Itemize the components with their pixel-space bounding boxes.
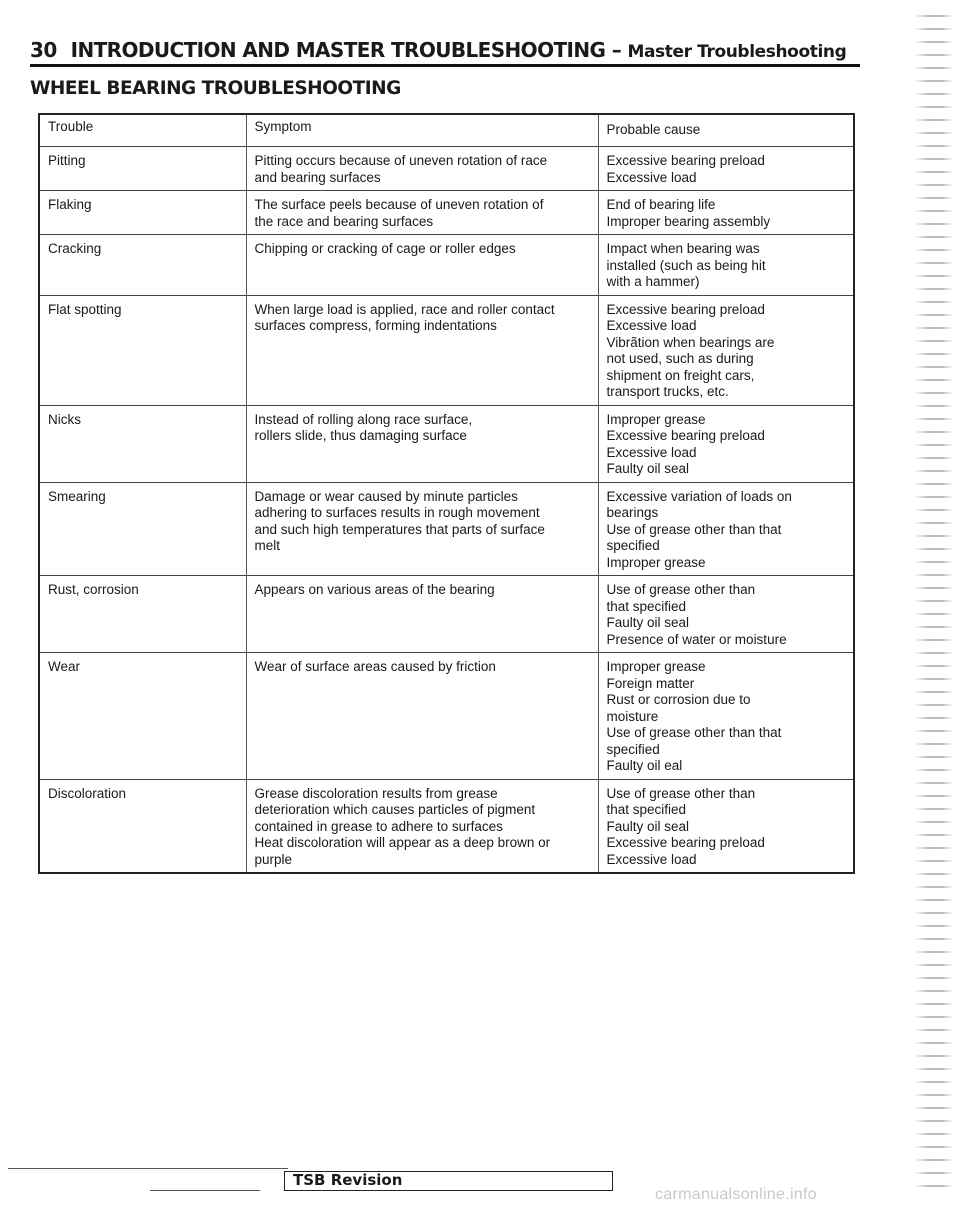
cause-line: Excessive bearing preload [606, 835, 765, 850]
cause-line: specified [606, 538, 660, 553]
cause-line: with a hammer) [606, 274, 700, 289]
cause-line: Excessive load [606, 851, 697, 867]
page-header [30, 38, 860, 62]
tsb-revision-box [284, 1171, 613, 1191]
cause-line: Foreign matter [606, 675, 695, 691]
cause-line: Faulty oil seal [606, 461, 690, 476]
cause-line: bearings [606, 505, 659, 520]
symptom-line: surfaces compress, forming indentations [254, 318, 497, 333]
chapter-subtitle: Master Troubleshooting [627, 42, 847, 62]
symptom-line: Chipping or cracking of cage or roller edges [254, 241, 516, 256]
cause-cell [598, 482, 854, 576]
cause-cell [598, 295, 854, 405]
cause-line: not used, such as during [606, 351, 754, 366]
cause-cell [598, 147, 854, 191]
cause-line: Excessive load [606, 444, 697, 460]
symptom-line: The surface peels because of uneven rotation of [254, 197, 544, 212]
page-number: 30 [30, 38, 57, 62]
symptom-cell [246, 147, 598, 191]
cause-line: Excessive load [606, 169, 697, 185]
table-row [39, 653, 854, 780]
cause-line: Faulty oil seal [606, 615, 690, 630]
symptom-line: When large load is applied, race and roller contact [254, 301, 555, 317]
cause-cell [598, 653, 854, 780]
symptom-line: Wear of surface areas caused by friction [254, 659, 496, 674]
trouble-cell: Pitting [39, 147, 246, 191]
cause-cell [598, 779, 854, 873]
table-row [39, 147, 854, 191]
cause-line: transport trucks, etc. [606, 384, 729, 399]
cause-line: Impact when bearing was [606, 241, 760, 256]
cause-cell [598, 576, 854, 653]
cause-line: Excessive variation of loads on [606, 488, 792, 504]
cause-line: Use of grease other than that [606, 725, 782, 740]
trouble-cell: Rust, corrosion [39, 576, 246, 653]
cause-line: installed (such as being hit [606, 257, 766, 273]
header-rule [30, 64, 860, 67]
cause-line: moisture [606, 708, 659, 724]
symptom-cell [246, 191, 598, 235]
table-row [39, 779, 854, 873]
header-trouble: Trouble [39, 114, 246, 147]
trouble-cell: Smearing [39, 482, 246, 576]
cause-line: Excessive bearing preload [606, 301, 765, 317]
symptom-line: Appears on various areas of the bearing [254, 582, 495, 597]
cause-line: Improper grease [606, 554, 706, 570]
header-probable-cause: Probable cause [598, 114, 854, 147]
symptom-line: and such high temperatures that parts of surface [254, 521, 545, 537]
table-row [39, 482, 854, 576]
symptom-line: and bearing surfaces [254, 169, 381, 185]
cause-line: specified [606, 741, 660, 757]
cause-line: Presence of water or moisture [606, 631, 787, 647]
cause-line: Faulty oil seal [606, 818, 690, 834]
cause-cell [598, 405, 854, 482]
cause-line: Vibrãtion when bearings are [606, 334, 775, 350]
symptom-line: rollers slide, thus damaging surface [254, 428, 467, 443]
cause-line: Improper grease [606, 659, 706, 674]
symptom-cell [246, 576, 598, 653]
trouble-cell: Flat spotting [39, 295, 246, 405]
chapter-title: INTRODUCTION AND MASTER TROUBLESHOOTING [70, 38, 606, 62]
cause-line: that specified [606, 598, 687, 614]
table-body [39, 114, 854, 873]
symptom-line: adhering to surfaces results in rough movement [254, 505, 540, 520]
cause-line: Improper bearing assembly [606, 213, 771, 229]
symptom-cell [246, 405, 598, 482]
table-row [39, 295, 854, 405]
trouble-cell: Wear [39, 653, 246, 780]
header-symptom: Symptom [246, 114, 598, 147]
trouble-cell: Nicks [39, 405, 246, 482]
watermark: carmanualsonline.info [655, 1186, 817, 1203]
cause-line: that specified [606, 802, 687, 817]
footer-rule-left [8, 1168, 288, 1169]
cause-line: shipment on freight cars, [606, 367, 755, 383]
table-row [39, 576, 854, 653]
symptom-cell [246, 482, 598, 576]
troubleshooting-table [38, 113, 855, 874]
table-row [39, 405, 854, 482]
trouble-cell: Discoloration [39, 779, 246, 873]
symptom-line: purple [254, 851, 293, 867]
table-row [39, 191, 854, 235]
cause-line: Use of grease other than that [606, 521, 782, 537]
symptom-line: contained in grease to adhere to surfaces [254, 818, 503, 834]
symptom-cell [246, 295, 598, 405]
symptom-line: deterioration which causes particles of pigment [254, 802, 536, 817]
symptom-cell [246, 235, 598, 296]
symptom-line: Damage or wear caused by minute particles [254, 488, 518, 504]
cause-line: Use of grease other than [606, 582, 756, 597]
footer-rule-mid [150, 1190, 260, 1191]
trouble-cell: Flaking [39, 191, 246, 235]
trouble-cell: Cracking [39, 235, 246, 296]
symptom-line: Grease discoloration results from grease [254, 785, 498, 801]
symptom-cell [246, 779, 598, 873]
cause-line: Excessive bearing preload [606, 428, 765, 443]
symptom-line: Instead of rolling along race surface, [254, 411, 473, 427]
symptom-line: the race and bearing surfaces [254, 213, 434, 229]
table-row [39, 235, 854, 296]
cause-line: Use of grease other than [606, 785, 756, 801]
cause-line: End of bearing life [606, 197, 716, 212]
cause-line: Improper grease [606, 411, 706, 427]
cause-cell [598, 191, 854, 235]
cause-line: Excessive bearing preload [606, 153, 765, 168]
cause-line: Rust or corrosion due to [606, 692, 751, 707]
symptom-line: melt [254, 538, 281, 553]
title-separator: – [605, 38, 628, 62]
cause-line: Excessive load [606, 318, 697, 333]
page-edge-marks [914, 10, 954, 1190]
table-header-row [39, 114, 854, 147]
symptom-line: Heat discoloration will appear as a deep brown or [254, 835, 551, 850]
symptom-cell [246, 653, 598, 780]
cause-line: Faulty oil eal [606, 758, 683, 773]
symptom-line: Pitting occurs because of uneven rotation of race [254, 153, 548, 168]
tsb-revision-label: TSB Revision [293, 1171, 403, 1189]
section-title: WHEEL BEARING TROUBLESHOOTING [30, 78, 401, 99]
cause-cell [598, 235, 854, 296]
